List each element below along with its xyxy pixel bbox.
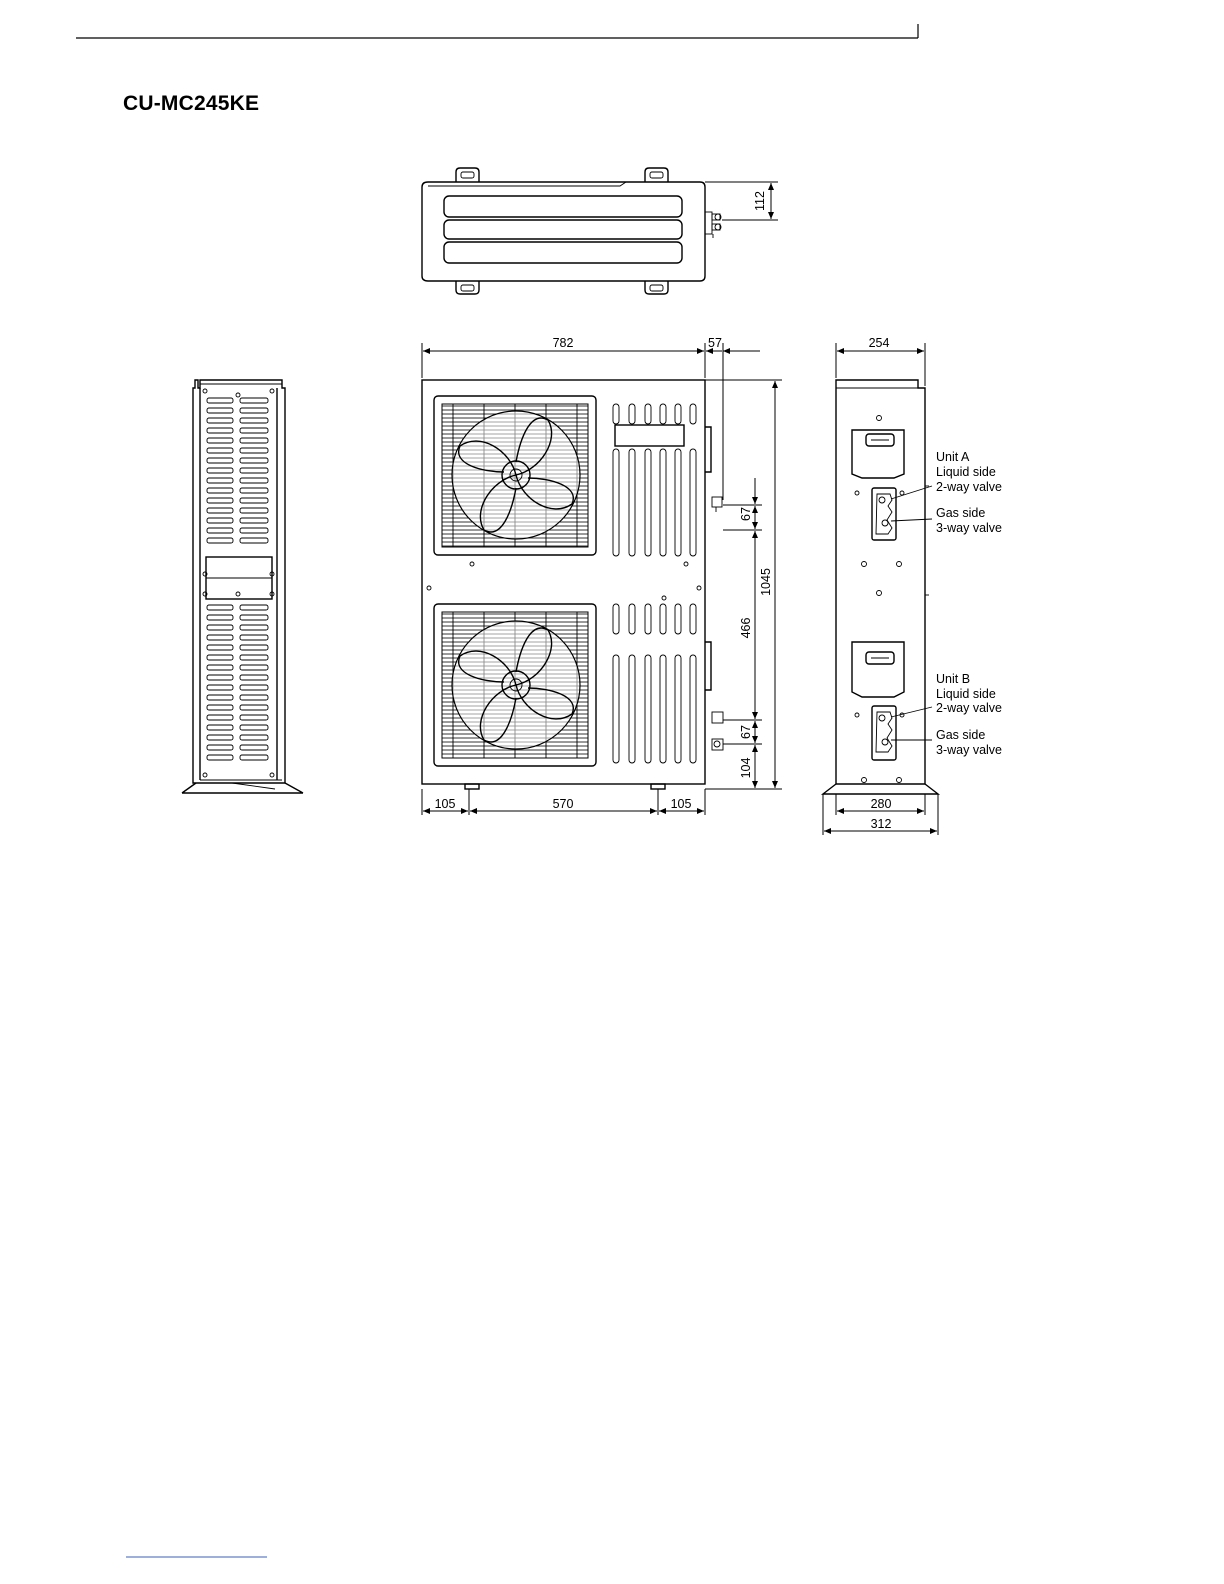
dim-782: 782: [552, 336, 574, 350]
dim-466: 466: [739, 617, 753, 639]
dim-280: 280: [870, 797, 892, 811]
unit-b-liquid-label: Liquid side: [936, 687, 996, 701]
unit-b-liquid-valve-label: 2-way valve: [936, 701, 1002, 715]
unit-b-label: Unit B: [936, 672, 971, 686]
dim-67-a: 67: [739, 507, 753, 521]
right-side-view: [823, 336, 1002, 835]
dim-105-right: 105: [670, 797, 692, 811]
top-view: [422, 168, 778, 294]
dim-57: 57: [708, 336, 722, 350]
unit-a-liquid-valve-label: 2-way valve: [936, 480, 1002, 494]
unit-a-gas-valve-label: 3-way valve: [936, 521, 1002, 535]
unit-a-label: Unit A: [936, 450, 970, 464]
header-rule: [76, 24, 918, 38]
dim-105-left: 105: [434, 797, 456, 811]
dim-254: 254: [868, 336, 890, 350]
dim-312: 312: [870, 817, 892, 831]
model-title: CU-MC245KE: [123, 92, 260, 115]
unit-b-gas-label: Gas side: [936, 728, 986, 742]
dim-67-b: 67: [739, 725, 753, 739]
front-view: [422, 336, 782, 815]
dim-570: 570: [552, 797, 574, 811]
unit-b-gas-valve-label: 3-way valve: [936, 743, 1002, 757]
dim-1045: 1045: [759, 568, 773, 596]
left-side-view: [182, 380, 303, 793]
dim-112: 112: [753, 191, 767, 211]
unit-a-gas-label: Gas side: [936, 506, 986, 520]
dim-104: 104: [739, 757, 753, 779]
unit-a-liquid-label: Liquid side: [936, 465, 996, 479]
